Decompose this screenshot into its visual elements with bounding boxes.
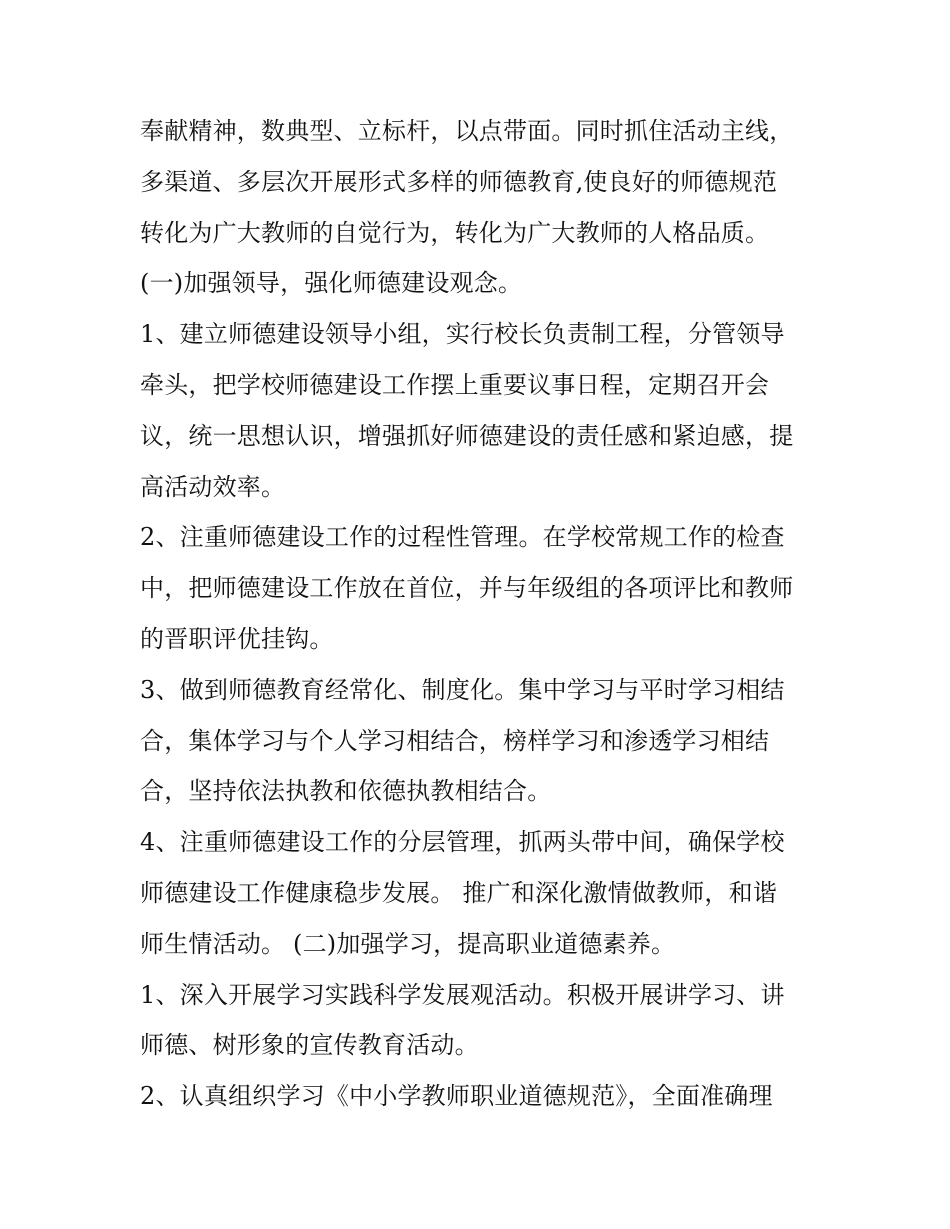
- text-line: 1、建立师德建设领导小组，实行校长负责制工程，分管领导: [140, 320, 785, 349]
- text-line: 多渠道、多层次开展形式多样的师德教育,使良好的师德规范: [140, 167, 778, 196]
- text-line: 1、深入开展学习实践科学发展观活动。积极开展讲学习、讲: [140, 980, 785, 1009]
- section-heading: (一)加强领导，强化师德建设观念。: [140, 269, 523, 298]
- text-line: 3、做到师德教育经常化、制度化。集中学习与平时学习相结: [140, 675, 785, 704]
- text-line: 中，把师德建设工作放在首位，并与年级组的各项评比和教师: [140, 574, 794, 603]
- text-line: 2、认真组织学习《中小学教师职业道德规范》，全面准确理: [140, 1082, 773, 1111]
- text-line: 师德建设工作健康稳步发展。 推广和深化激情做教师，和谐: [140, 878, 778, 907]
- text-line: 高活动效率。: [140, 472, 286, 501]
- text-line: 议，统一思想认识，增强抓好师德建设的责任感和紧迫感，提: [140, 421, 794, 450]
- text-line: 师德、树形象的宣传教育活动。: [140, 1031, 479, 1060]
- text-line: 合，集体学习与个人学习相结合，榜样学习和渗透学习相结: [140, 726, 770, 755]
- text-line: 奉献精神，数典型、立标杆，以点带面。同时抓住活动主线，: [140, 117, 794, 145]
- text-line: 的晋职评优挂钩。: [140, 624, 334, 653]
- text-line: 转化为广大教师的自觉行为，转化为广大教师的人格品质。: [140, 218, 770, 247]
- body-text: [140, 106, 830, 1122]
- text-line: 牵头，把学校师德建设工作摆上重要议事日程，定期召开会: [140, 370, 770, 399]
- text-line: 师生情活动。 (二)加强学习，提高职业道德素养。: [140, 929, 676, 958]
- text-line: 4、注重师德建设工作的分层管理，抓两头带中间，确保学校: [140, 828, 785, 857]
- text-line: 合，坚持依法执教和依德执教相结合。: [140, 777, 552, 806]
- text-line: 2、注重师德建设工作的过程性管理。在学校常规工作的检查: [140, 523, 785, 552]
